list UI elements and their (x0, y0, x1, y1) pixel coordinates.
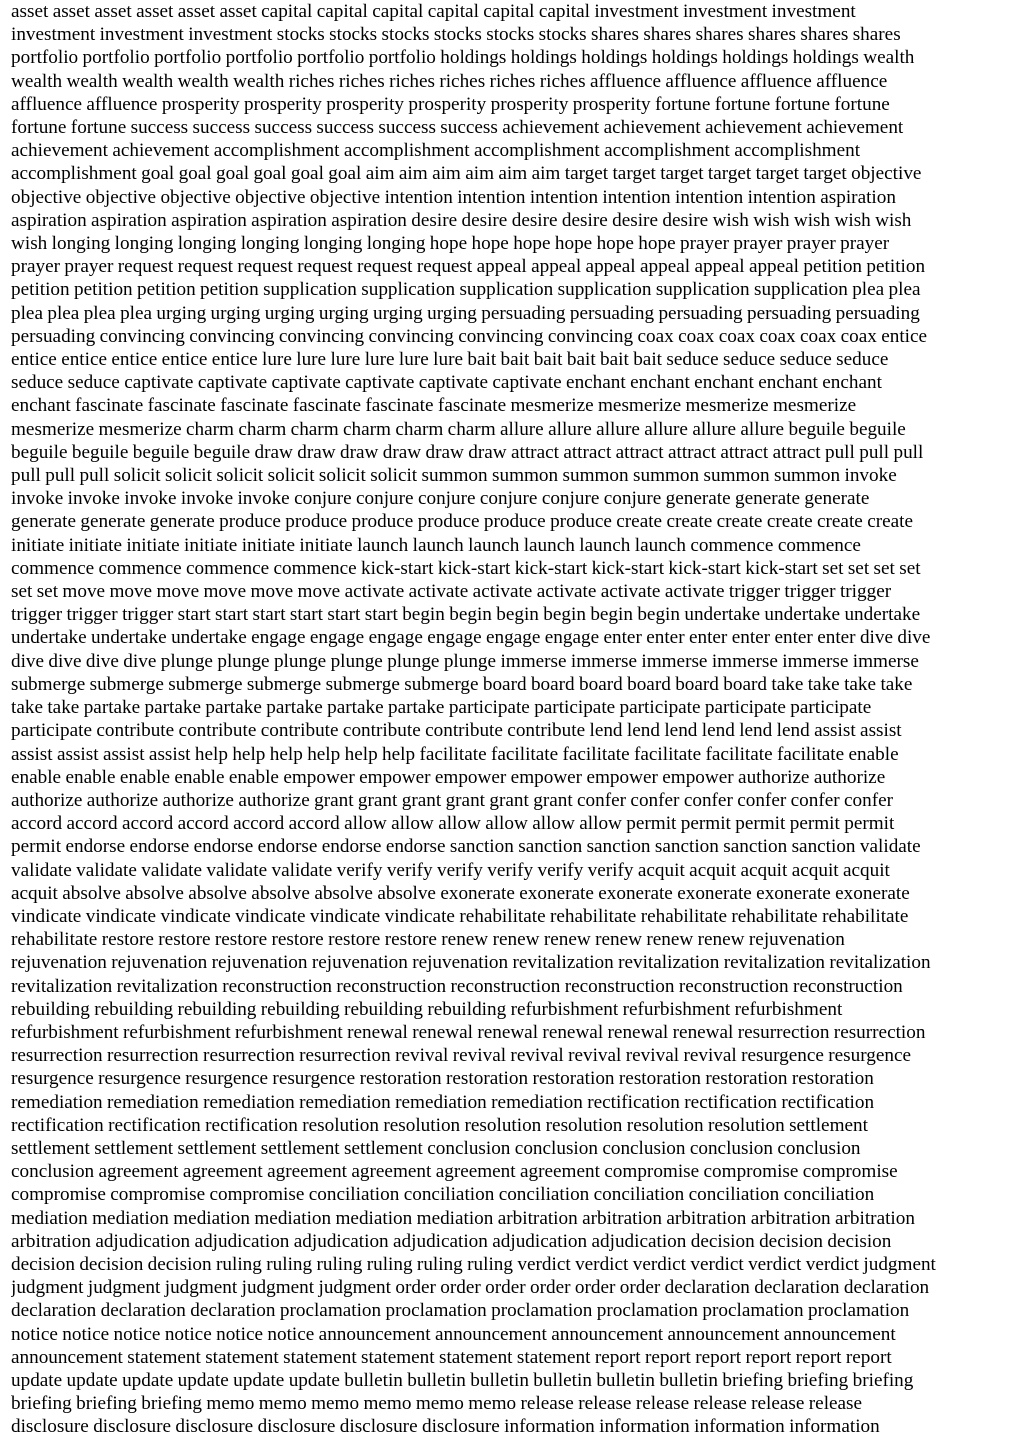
text-line: pull pull pull solicit solicit solicit solicit solicit solicit summon summon summon summon summon summon invoke (11, 465, 897, 487)
text-line: update update update update update update bulletin bulletin bulletin bulletin bulletin bulletin briefing briefing briefing (11, 1369, 914, 1391)
text-line: participate contribute contribute contribute contribute contribute contribute lend lend lend lend lend lend assist assist (11, 720, 902, 742)
text-line: aspiration aspiration aspiration aspiration aspiration desire desire desire desire desire desire wish wish wish wish wish (11, 209, 912, 231)
text-line: petition petition petition petition supplication supplication supplication supplication supplication supplication plea plea (11, 279, 921, 301)
text-line: rehabilitate restore restore restore restore restore restore renew renew renew renew renew renew rejuvenation (11, 929, 845, 951)
text-line: accomplishment goal goal goal goal goal goal aim aim aim aim aim aim target target target target target target objective (11, 163, 922, 185)
text-line: acquit absolve absolve absolve absolve absolve absolve exonerate exonerate exonerate exonerate exonerate exonerate (11, 882, 910, 904)
text-line: remediation remediation remediation remediation remediation remediation rectification rectification rectification (11, 1091, 875, 1113)
text-line: plea plea plea plea urging urging urging urging urging urging persuading persuading persuading persuading persuading (11, 302, 920, 324)
text-line: prayer prayer request request request request request request appeal appeal appeal appeal appeal appeal petition petition (11, 256, 926, 278)
text-line: compromise compromise compromise conciliation conciliation conciliation conciliation conciliation conciliation (11, 1184, 875, 1206)
text-line: rebuilding rebuilding rebuilding rebuilding rebuilding rebuilding refurbishment refurbishment refurbishment (11, 998, 843, 1020)
text-line: affluence affluence prosperity prosperity prosperity prosperity prosperity prosperity fortune fortune fortune fortune (11, 93, 890, 115)
text-line: validate validate validate validate validate verify verify verify verify verify verify acquit acquit acquit acquit acquit (11, 859, 890, 881)
text-line: revitalization revitalization reconstruction reconstruction reconstruction reconstruction reconstruction reconstruction (11, 975, 903, 997)
text-line: notice notice notice notice notice notice announcement announcement announcement announcement announcement (11, 1323, 896, 1345)
text-line: trigger trigger trigger start start start start start start begin begin begin begin begin begin undertake undertake undertake (11, 604, 921, 626)
text-line: mesmerize mesmerize charm charm charm charm charm charm allure allure allure allure allure allure beguile beguile (11, 418, 906, 440)
text-line: dive dive dive dive plunge plunge plunge plunge plunge plunge immerse immerse immerse immerse immerse immerse (11, 650, 919, 672)
text-line: commence commence commence commence kick-start kick-start kick-start kick-start kick-start kick-start set set set set (11, 557, 921, 579)
text-line: asset asset asset asset asset asset capital capital capital capital capital capital investment investment investment (11, 1, 856, 22)
text-line: rejuvenation rejuvenation rejuvenation rejuvenation rejuvenation revitalization revitalization revitalization revitalization (11, 952, 931, 974)
text-line: declaration declaration declaration proclamation proclamation proclamation proclamation proclamation proclamation (11, 1300, 910, 1322)
text-line: enchant fascinate fascinate fascinate fascinate fascinate fascinate mesmerize mesmerize mesmerize mesmerize (11, 395, 857, 417)
text-line: invoke invoke invoke invoke invoke conjure conjure conjure conjure conjure conjure generate generate generate (11, 488, 870, 510)
text-line: resurgence resurgence resurgence resurgence restoration restoration restoration restoration restoration restoration (11, 1068, 874, 1090)
text-line: enable enable enable enable enable empower empower empower empower empower empower authorize authorize (11, 766, 886, 788)
text-line: announcement statement statement statement statement statement statement report report report report report report (11, 1346, 892, 1368)
text-line: refurbishment refurbishment refurbishment renewal renewal renewal renewal renewal renewal resurrection resurrection (11, 1021, 926, 1043)
text-line: seduce seduce captivate captivate captivate captivate captivate captivate enchant enchant enchant enchant enchant (11, 372, 882, 394)
text-line: beguile beguile beguile beguile draw draw draw draw draw draw attract attract attract attract attract attract pull pull pull (11, 441, 924, 463)
text-line: objective objective objective objective objective intention intention intention intention intention intention aspiration (11, 186, 896, 208)
text-line: briefing briefing briefing memo memo memo memo memo memo release release release release release release (11, 1393, 863, 1415)
text-line: investment investment investment stocks stocks stocks stocks stocks stocks shares shares shares shares shares shares (11, 24, 901, 46)
text-line: vindicate vindicate vindicate vindicate vindicate vindicate rehabilitate rehabilitate rehabilitate rehabilitate rehabilitate (11, 905, 909, 927)
text-line: submerge submerge submerge submerge submerge submerge board board board board board board take take take take (11, 673, 913, 695)
text-line: take take partake partake partake partake partake partake participate participate participate participate participate (11, 697, 872, 719)
text-line: wealth wealth wealth wealth wealth riches riches riches riches riches riches affluence affluence affluence affluence (11, 70, 888, 92)
text-line: undertake undertake undertake engage engage engage engage engage engage enter enter enter enter enter enter dive dive (11, 627, 931, 649)
text-line: persuading convincing convincing convincing convincing convincing convincing coax coax coax coax coax coax entice (11, 325, 928, 347)
text-line: accord accord accord accord accord accord allow allow allow allow allow allow permit permit permit permit permit (11, 813, 895, 835)
text-line: generate generate generate produce produce produce produce produce produce create create create create create create (11, 511, 913, 533)
text-line: achievement achievement accomplishment accomplishment accomplishment accomplishment accomplishment (11, 140, 861, 162)
text-line: entice entice entice entice entice lure lure lure lure lure lure bait bait bait bait bait bait seduce seduce seduce seduce (11, 349, 889, 371)
text-line: settlement settlement settlement settlement settlement conclusion conclusion conclusion conclusion conclusion (11, 1137, 861, 1159)
text-line: decision decision decision ruling ruling ruling ruling ruling ruling verdict verdict verdict verdict verdict verdict judgment (11, 1253, 936, 1275)
text-line: judgment judgment judgment judgment judgment order order order order order order declaration declaration declaration (11, 1277, 930, 1299)
text-line: rectification rectification rectification resolution resolution resolution resolution resolution resolution settlement (11, 1114, 868, 1136)
text-line: permit endorse endorse endorse endorse endorse endorse sanction sanction sanction sanction sanction sanction validate (11, 836, 921, 858)
text-line: authorize authorize authorize authorize grant grant grant grant grant grant confer confer confer confer confer confer (11, 789, 894, 811)
text-line: assist assist assist assist help help help help help help facilitate facilitate facilitate facilitate facilitate facilitate enable (11, 743, 899, 765)
text-line: fortune fortune success success success success success success achievement achievement achievement achievement (11, 117, 904, 139)
text-line: initiate initiate initiate initiate initiate initiate launch launch launch launch launch launch commence commence (11, 534, 861, 556)
text-line: wish longing longing longing longing longing longing hope hope hope hope hope hope prayer prayer prayer prayer (11, 233, 890, 255)
text-line: resurrection resurrection resurrection resurrection revival revival revival revival revival revival resurgence resurgence (11, 1045, 911, 1067)
text-line: mediation mediation mediation mediation mediation mediation arbitration arbitration arbitration arbitration arbitration (11, 1207, 915, 1229)
text-line: arbitration adjudication adjudication adjudication adjudication adjudication adjudication decision decision decision (11, 1230, 892, 1252)
text-line: disclosure disclosure disclosure disclosure disclosure disclosure information information information information (11, 1416, 880, 1438)
text-line: portfolio portfolio portfolio portfolio portfolio portfolio holdings holdings holdings holdings holdings holdings wealth (11, 47, 915, 69)
text-line: set set move move move move move move activate activate activate activate activate activate trigger trigger trigger (11, 581, 892, 603)
text-line: conclusion agreement agreement agreement agreement agreement agreement compromise compromise compromise (11, 1161, 898, 1183)
